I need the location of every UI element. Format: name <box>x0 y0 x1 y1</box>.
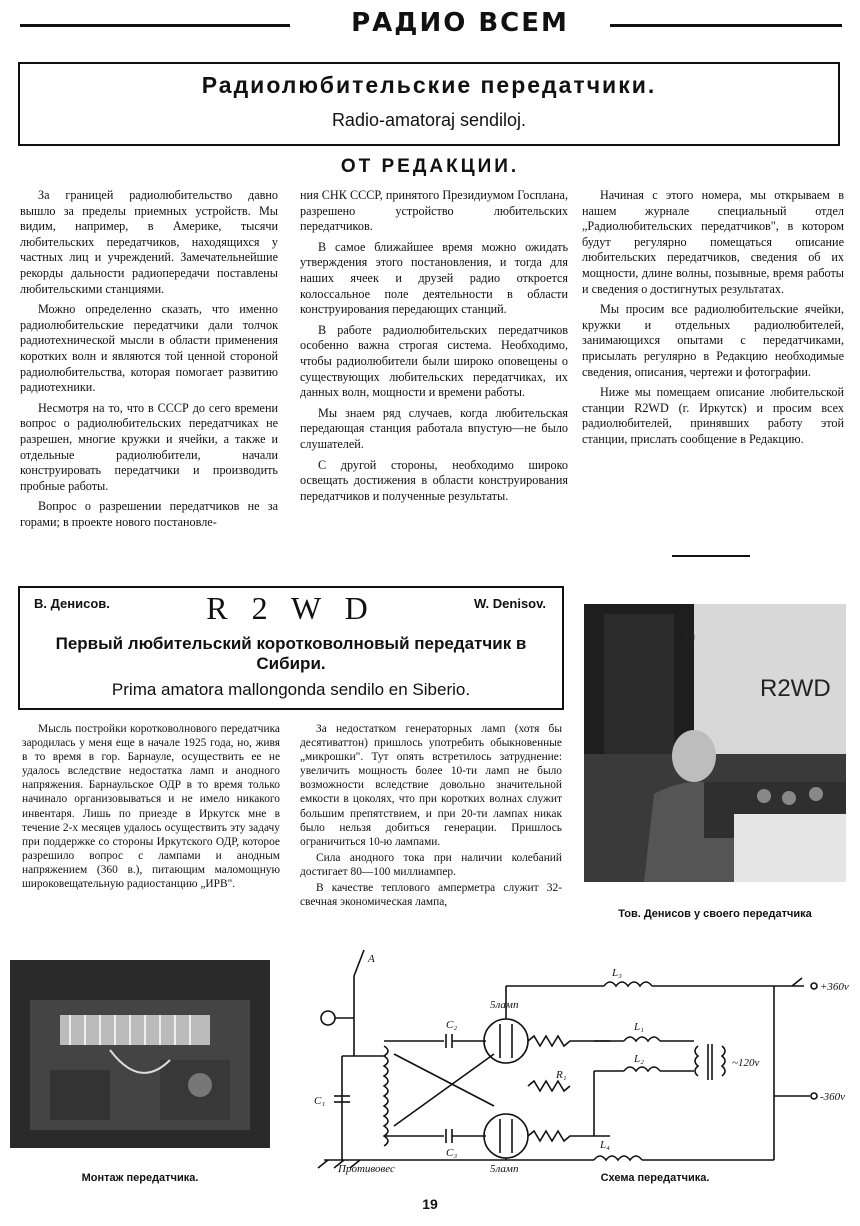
operator-photo <box>584 604 846 882</box>
montage-photo <box>10 960 270 1148</box>
page-title: Радиолюбительские передатчики. <box>201 72 657 98</box>
article-header-box <box>18 586 564 710</box>
paragraph: Несмотря на то, что в СССР до сего времени вопрос о радиолюбительских передатчиках не разрешен, многие кружки и ячейки, а также и отдельные радиолюбители, начали конструировать передатчики и производить пробные работы. <box>20 400 278 493</box>
paragraph: За границей радиолюбительство давно вышло за пределы приемных устройств. Мы видим, например, в Америке, тысячи любительских передатчиков, находящихся у частных лиц и учреждений. Замечательнейшие рекорды дальности радиопередачи поставлены любительскими станциями. <box>20 188 278 296</box>
schematic-label-l1: L₁ <box>634 1021 644 1033</box>
article-column-2 <box>300 722 562 911</box>
schematic-label-c1: C₁ <box>314 1095 326 1107</box>
paragraph: За недостатком генераторных ламп (хотя бы десятиваттон) пришлось употребить обыкновенные „микрошки". Тут опять встретилось затруднение: увеличить мощность более 10-ти ламп не было возможности вследствие довольно значительной емкости в цоколях, что при коротких волнах служит большим препятствием, и при 20-ти лампах никак было нельзя добиться генерации. Пришлось ограничиться 10-ю лампами. <box>300 723 562 848</box>
paragraph: В самое ближайшее время можно ожидать утверждения этого постановления, и тогда для наших ячеек и друзей радио откроется колоссальное поле деятельности в области конструирования передающих станций. <box>300 239 568 317</box>
editorial-heading: ОТ РЕДАКЦИИ. <box>340 156 520 177</box>
section-divider <box>672 555 750 557</box>
page-number: 19 <box>422 1196 438 1212</box>
paragraph: Мысль постройки коротковолнового передатчика зародилась у меня еще в начале 1925 года, но, живя в то время в гор. Барнауле, осуществить ее не удалось вследствие недостатка ламп и анодного напряжения. Барнаульское ОДР в то время только начинало организовываться и не имело никакого инвентаря. Лишь по приезде в Иркутск мне в течение 2-х месяцев удалось осуществить эту задачу при поддержке со стороны Иркутского ОДР, которое разрешило вопрос с лампами и анодным напряжением (360 в.), питающим маломощную широковещательную радиостанцию „ИРВ". <box>22 723 280 891</box>
operator-photo-illustration <box>584 604 846 882</box>
masthead-title: РАДИО ВСЕМ <box>310 8 610 38</box>
schematic-label-counterpoise: Противовес <box>338 1163 395 1175</box>
paragraph: Ниже мы помещаем описание любительской станции R2WD (г. Иркутск) и просим всех радиолюбителей, принявших работу этой станции, прислать сообщение в Редакцию. <box>582 385 844 446</box>
montage-photo-illustration <box>10 960 270 1148</box>
schematic-label-l3: L₃ <box>612 967 622 979</box>
article-callsign: R 2 W D <box>206 590 376 626</box>
article-author-ru: В. Денисов. <box>34 596 110 611</box>
paragraph: Мы знаем ряд случаев, когда любительская передающая станция работала впустую—не было слушателей. <box>300 405 568 451</box>
paragraph: В работе радиолюбительских передатчиков особенно важна строгая система. Необходимо, чтобы радиолюбители были широко оповещены о существующих любительских передатчиках, их данных волн, мощности и времени работы. <box>300 322 568 400</box>
paragraph: С другой стороны, необходимо широко освещать достижения в области конструирования передатчиков и полученные результаты. <box>300 457 568 503</box>
page-title-box <box>18 62 840 146</box>
paragraph: Начиная с этого номера, мы открываем в нашем журнале специальный отдел „Радиолюбительских передатчиков", в котором будут регулярно помещаться описание любительских передатчиков, сведения об их мощности, длине волны, позывные, время работы и сведения о достигнутых результатах. <box>582 188 844 296</box>
editorial-column-1 <box>20 188 278 535</box>
operator-photo-caption: Тов. Денисов у своего передатчика <box>618 908 812 920</box>
paragraph: В качестве теплового амперметра служит 32-свечная экономическая лампа, <box>300 882 562 909</box>
montage-photo-caption: Монтаж передатчика. <box>81 1172 199 1184</box>
editorial-column-2 <box>300 188 568 509</box>
article-title: Первый любительский коротковолновый передатчик в Сибири. <box>55 634 527 673</box>
page-subtitle: Radio-amatoraj sendiloj. <box>331 110 527 130</box>
schematic-label-l2: L₂ <box>634 1053 644 1065</box>
paragraph: Мы просим все радиолюбительские ячейки, кружки и отдельных радиолюбителей, занимающихся опытами с передатчиками, присылать регулярно в Редакцию необходимые сведения, описания, чертежи и фотографии. <box>582 302 844 379</box>
schematic-label-r1: R₁ <box>556 1069 567 1081</box>
article-column-1 <box>22 722 280 893</box>
article-subtitle: Prima amatora mallongonda sendilo en Siberio. <box>111 680 471 699</box>
masthead-rule-right <box>572 24 842 27</box>
schematic-label-mains: ~120v <box>732 1057 760 1069</box>
masthead-rule-left <box>20 24 290 27</box>
editorial-column-3 <box>582 188 844 453</box>
transmitter-schematic <box>294 946 850 1176</box>
masthead <box>20 8 842 42</box>
paragraph: Вопрос о разрешении передатчиков не за горами; в проекте нового постановле- <box>20 499 278 529</box>
paragraph: ния СНК СССР, принятого Президиумом Госплана, разрешено устройство любительских передатчиков. <box>300 188 568 234</box>
paragraph: Можно определенно сказать, что именно радиолюбительские передатчики дали толчок радиотехнической мысли в области применения коротких волн и являются той ценной стороной радиолюбительства, которая помогает развитию радиотехники. <box>20 302 278 395</box>
paragraph: Сила анодного тока при наличии колебаний достигает 80—100 миллиампер. <box>300 851 562 878</box>
schematic-label-c2: C₂ <box>446 1019 458 1031</box>
schematic-label-lamp-bottom: 5ламп <box>490 1163 519 1175</box>
schematic-label-lamp-top: 5ламп <box>490 999 519 1011</box>
wall-mark: 0 <box>684 627 696 649</box>
schematic-label-c3: C₃ <box>446 1147 458 1159</box>
article-author-eo: W. Denisov. <box>474 596 546 611</box>
wall-callsign: R2WD <box>760 675 831 702</box>
schematic-label-v-minus: -360v <box>820 1091 846 1103</box>
schematic-caption: Схема передатчика. <box>600 1172 710 1184</box>
schematic-label-antenna: A <box>368 953 375 965</box>
schematic-label-v-plus: +360v <box>820 981 849 993</box>
schematic-label-l4: L₄ <box>600 1139 610 1151</box>
